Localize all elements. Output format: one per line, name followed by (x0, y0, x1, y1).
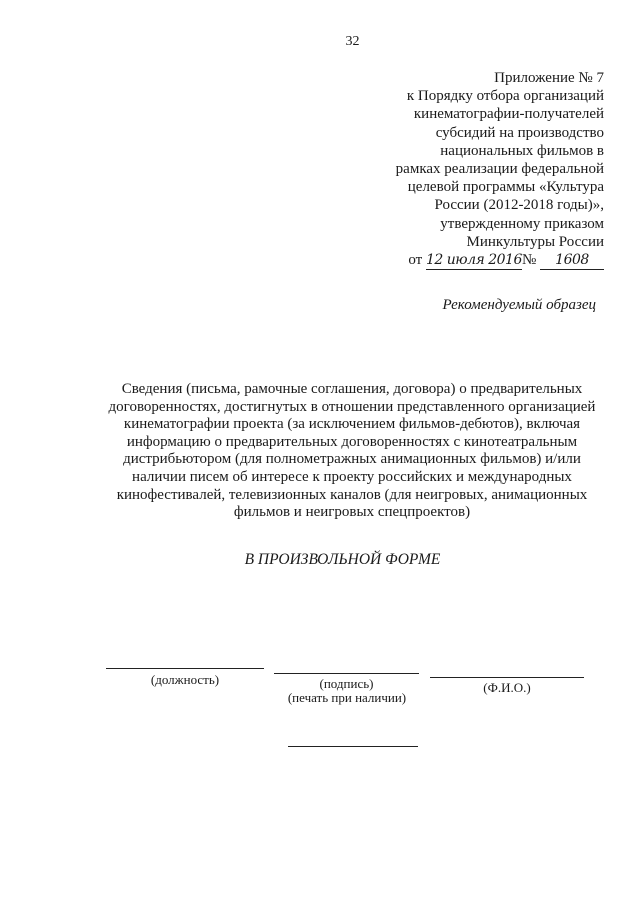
name-label: (Ф.И.О.) (483, 680, 531, 695)
body-line: информацию о предварительных договоренностях с кинотеатральным (126, 433, 578, 450)
body-line: фильмов и неигровых спецпроектов) (233, 504, 471, 521)
stamp-label: (печать при наличии) (287, 690, 407, 705)
signature-line (274, 673, 419, 674)
appendix-line: утвержденному приказом (440, 215, 604, 232)
order-reference (304, 251, 604, 270)
page-number: 32 (345, 34, 360, 49)
appendix-line: субсидий на производство (435, 124, 604, 141)
appendix-header (304, 69, 604, 270)
appendix-line: Приложение № 7 (494, 70, 604, 86)
date-line (288, 746, 418, 747)
body-line: кинофестивалей, телевизионных каналов (для неигровых, анимационных (116, 486, 588, 503)
name-signature-line (430, 677, 584, 678)
body-line: наличии писем об интересе к проекту российских и международных (132, 468, 572, 485)
appendix-line: рамках реализации федеральной (395, 161, 604, 178)
appendix-line: кинематографии-получателей (413, 106, 604, 123)
body-line: договоренностях, достигнутых в отношении представленного организацией (108, 398, 596, 415)
body-text (102, 381, 602, 522)
appendix-line: России (2012-2018 годы)», (434, 197, 604, 214)
signature-label: (подпись) (319, 676, 374, 691)
appendix-line: целевой программы «Культура (407, 179, 604, 196)
appendix-line: Минкультуры России (466, 233, 604, 250)
order-prefix: от (408, 252, 423, 269)
recommended-sample-label: Рекомендуемый образец (442, 297, 596, 313)
appendix-line: национальных фильмов в (440, 142, 604, 159)
position-signature-line (106, 668, 264, 669)
body-line: дистрибьютором (для полнометражных анимационных фильмов) и/или (123, 451, 581, 468)
body-line: Сведения (письма, рамочные соглашения, договора) о предварительных (121, 381, 583, 397)
position-label: (должность) (150, 672, 220, 687)
free-form-heading: В ПРОИЗВОЛЬНОЙ ФОРМЕ (244, 551, 441, 568)
order-number-label: № (521, 252, 537, 269)
appendix-line: к Порядку отбора организаций (406, 88, 604, 105)
body-line: кинематографии проекта (за исключением фильмов-дебютов), включая (123, 416, 581, 433)
order-date-handwritten: 12 июля 2016 (426, 251, 522, 270)
order-number-handwritten: 1608 (540, 251, 604, 270)
